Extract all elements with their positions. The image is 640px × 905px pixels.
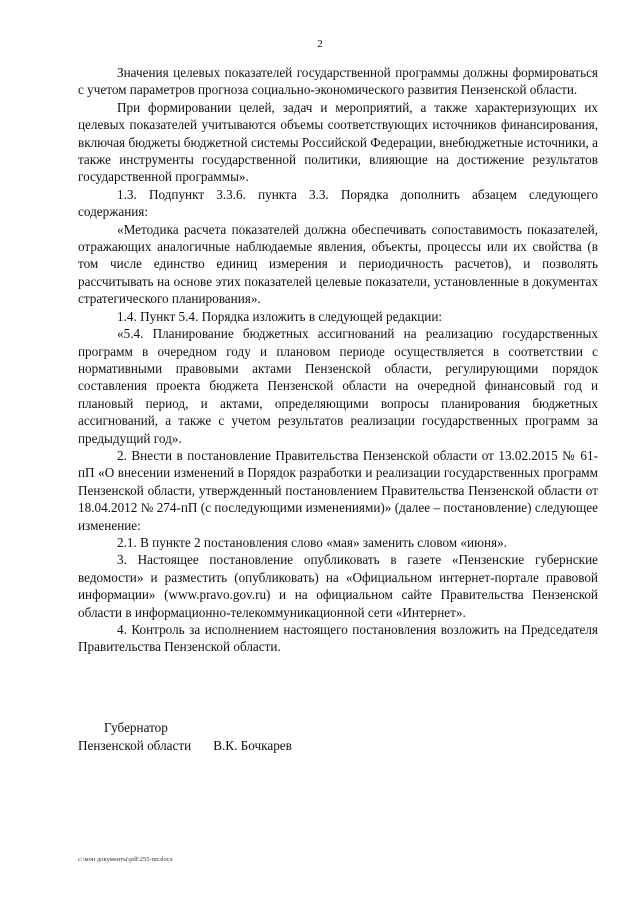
signatory-line [78, 737, 498, 755]
paragraph: 2. Внести в постановление Правительства Пензенской области от 13.02.2015 № 61-пП «О внесении изменений в Порядок разработки и реализации государственных программ Пензенской области, утвержденный постановлением Правительства Пензенской области от 18.04.2012 № 274-пП (с последующими изменениями)» (далее – постановление) следующее изменение: [78, 447, 598, 533]
paragraph: «5.4. Планирование бюджетных ассигнований на реализацию государственных программ в очередном году и плановом периоде осуществляется в соответствии с нормативными правовыми актами Пензенской области, регулирующими порядок составления проекта бюджета Пензенской области на очередной финансовый год и плановый период, и актами, определяющими вопросы планирования бюджетных ассигнований, а также с учетом результатов реализации государственных программ за предыдущий год». [78, 326, 598, 446]
footer-file-path: c:\мои документы\pdf\255-пп.docx [78, 856, 173, 863]
paragraph: При формировании целей, задач и мероприятий, а также характеризующих их целевых показателей учитываются объемы соответствующих источников финансирования, включая бюджеты бюджетной системы Российской Федерации, внебюджетные источники, а также инструменты государственной политики, влияющие на достижение результатов государственной программы». [78, 99, 598, 185]
paragraph: 2.1. В пункте 2 постановления слово «мая» заменить словом «июня». [117, 534, 507, 550]
paragraph: 4. Контроль за исполнением настоящего постановления возложить на Председателя Правительства Пензенской области. [78, 622, 598, 655]
signatory-title: Губернатор [104, 720, 168, 735]
signatory-region: Пензенской области [78, 738, 192, 753]
signatory-name: В.К. Бочкарев [213, 738, 292, 753]
paragraph: 1.3. Подпункт 3.3.6. пункта 3.3. Порядка дополнить абзацем следующего содержания: [78, 186, 598, 220]
signature-block [78, 719, 498, 755]
document-body [78, 64, 598, 656]
page-number: 2 [317, 38, 323, 50]
paragraph: Значения целевых показателей государственной программы должны формироваться с учетом параметров прогноза социально-экономического развития Пензенской области. [78, 65, 598, 98]
paragraph: «Методика расчета показателей должна обеспечивать сопоставимость показателей, отражающих аналогичные наблюдаемые явления, объекты, процессы или их свойства (в том числе единство единиц измерения и периодичность расчетов), и позволять рассчитывать на основе этих показателей целевые показатели, установленные в документах стратегического планирования». [78, 221, 598, 307]
paragraph: 1.4. Пункт 5.4. Порядка изложить в следующей редакции: [117, 308, 443, 324]
paragraph: 3. Настоящее постановление опубликовать в газете «Пензенские губернские ведомости» и разместить (опубликовать) на «Официальном интернет-портале правовой информации» (www.pravo.gov.ru) и на официальном сайте Правительства Пензенской области в информационно-телекоммуникационной сети «Интернет». [78, 552, 598, 620]
